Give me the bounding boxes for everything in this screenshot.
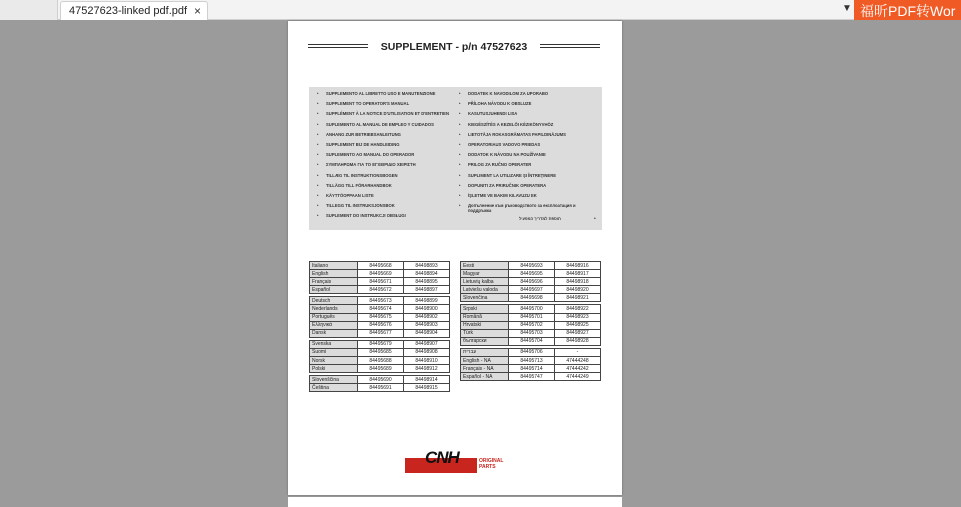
bullet-icon: • [317,141,319,147]
language-cell: Suomi [310,348,358,356]
hebrew-supplement-line: תוספת למדריך המפעיל [519,216,561,221]
supplement-title: SUPPLEMENT TO OPERATOR'S MANUAL [326,101,410,107]
bullet-icon: • [317,182,319,188]
part-number-cell: 84495713 [509,357,555,365]
part-number-cell: 84498912 [404,365,450,373]
supplement-list-item [459,102,599,107]
part-number-cell: 84495703 [509,329,555,337]
supplement-title: KIEGÉSZÍTÉS A KEZELŐI KÉZIKÖNYVHÖZ [468,121,554,127]
language-cell: Ελληνικά [310,321,358,329]
close-icon[interactable]: × [193,4,201,18]
table-row [310,262,450,270]
title-rule-right [540,44,600,48]
page-title: SUPPLEMENT - p/n 47527623 [380,41,528,53]
supplement-list-item [459,92,599,97]
bullet-icon: • [317,131,319,137]
supplement-list-item [317,92,457,97]
language-cell: Čeština [310,384,358,392]
supplement-title: DOPUNITI ZA PRIRUČNIK OPERATERA [468,182,547,188]
supplement-list-item [317,204,457,209]
pdf-page-next [288,497,622,507]
part-number-cell: 84498897 [404,286,450,294]
table-row [310,321,450,329]
language-cell: Français - NA [461,365,509,373]
bullet-icon: • [459,101,461,107]
part-number-cell: 47444242 [555,365,601,373]
supplement-list-item [459,143,599,148]
tab-label: 47527623-linked pdf.pdf [69,5,188,17]
part-number-cell: 84495690 [358,376,404,384]
language-cell: Norsk [310,357,358,365]
part-number-cell: 84498910 [404,357,450,365]
table-row [310,278,450,286]
bullet-icon: • [594,216,596,222]
table-row [310,365,450,373]
supplement-title: SUPLEMENT DO INSTRUKCJI OBSŁUGI [326,213,406,219]
supplement-title: SUPPLEMENTO AL LIBRETTO USO E MANUTENZIONE [326,91,436,96]
language-cell: Magyar [461,270,509,278]
bullet-icon: • [459,152,461,158]
language-cell: Français [310,278,358,286]
supplement-title: SUPLIMENT LA UTILIZARE ŞI ÎNTREŢINERE [468,172,557,178]
table-row [461,329,601,337]
part-number-cell: 84495672 [358,286,404,294]
table-row [310,270,450,278]
table-row [310,376,450,384]
table-row [461,313,601,321]
bullet-icon: • [459,91,461,96]
part-number-cell: 84495698 [509,294,555,302]
part-number-cell: 84495689 [358,365,404,373]
bullet-icon: • [317,101,319,107]
table-row [310,297,450,305]
bullet-icon: • [459,111,461,117]
supplement-list-item [459,184,599,189]
table-row [310,305,450,313]
table-row [310,286,450,294]
supplement-title: TILLÄGG TILL FÖRARHANDBOK [326,182,392,188]
supplement-title: İŞLETME VE BAKIM KILAVUZU EK [468,192,537,198]
part-number-cell: 84498915 [404,384,450,392]
part-number-cell: 84498894 [404,270,450,278]
part-number-cell: 47444248 [555,357,601,365]
cnh-original-parts-logo [405,448,505,474]
bullet-icon: • [459,141,461,147]
bullet-icon: • [459,162,461,168]
part-number-cell: 84495696 [509,278,555,286]
supplement-list-item [459,194,599,199]
supplement-title: LIETOTĀJA ROKASGRĀMATAS PAPILDINĀJUMS [468,131,566,137]
supplement-title: TILLEGG TIL INSTRUKSJONSBOK [326,203,395,209]
table-row [310,357,450,365]
part-number-cell: 84495702 [509,321,555,329]
tab-document[interactable] [60,1,208,20]
part-number-cell: 84495701 [509,313,555,321]
supplement-title: KÄYTTÖOPPAAN LISTE [326,192,374,198]
bullet-icon: • [459,182,461,188]
language-cell: Italiano [310,262,358,270]
table-row [310,384,450,392]
supplement-language-list [309,87,602,230]
part-number-cell: 84495669 [358,270,404,278]
supplement-title: ANHANG ZUR BETRIEBSANLEITUNG [326,131,401,137]
table-row [461,286,601,294]
part-number-cell: 84498923 [555,313,601,321]
part-number-cell: 84495673 [358,297,404,305]
pdf-page [288,21,622,495]
supplement-list-item [317,123,457,128]
bullet-icon: • [459,121,461,127]
part-number-cell: 84498893 [404,262,450,270]
language-cell: Srpski [461,305,509,313]
language-cell: English [310,270,358,278]
part-number-cell: 84495700 [509,305,555,313]
supplement-title: Допълнение към ръководството за експлоатация и поддръжка [468,203,576,213]
part-number-cell: 84495676 [358,321,404,329]
supplement-title: SUPPLÉMENT À LA NOTICE D'UTILISATION ET D'ENTRETIEN [326,111,449,117]
part-number-cell: 84495677 [358,329,404,337]
part-number-cell: 84498914 [404,376,450,384]
language-cell: Lietuvių kalba [461,278,509,286]
part-number-cell: 84495675 [358,313,404,321]
supplement-list-item [317,102,457,107]
converter-brand-button[interactable]: 福昕PDF转Wor [854,0,961,20]
language-cell: Slovenčina [461,294,509,302]
language-cell: Latviešu valoda [461,286,509,294]
language-cell: Română [461,313,509,321]
bullet-icon: • [317,91,319,96]
table-row [310,313,450,321]
bullet-icon: • [459,203,461,209]
supplement-list-item [317,214,457,219]
table-row [310,329,450,337]
supplement-list-item [317,184,457,189]
part-number-table-left [309,261,450,392]
part-number-cell: 84495714 [509,365,555,373]
bullet-icon: • [317,172,319,178]
part-number-cell: 84495685 [358,348,404,356]
supplement-title: TILLÆG TIL INSTRUKTIONSBOGEN [326,172,398,178]
part-number-cell: 84498907 [404,340,450,348]
table-row [461,305,601,313]
part-number-cell: 84498918 [555,278,601,286]
language-cell: Türk [461,329,509,337]
supplement-list-item [459,174,599,179]
supplement-list-left [317,92,457,224]
part-number-cell: 47444249 [555,373,601,381]
part-number-cell: 84495693 [509,262,555,270]
tab-blank[interactable] [0,0,58,20]
title-block [306,39,602,59]
part-number-cell: 84495671 [358,278,404,286]
supplement-list-item [317,174,457,179]
part-number-cell: 84498902 [404,313,450,321]
supplement-list-item [317,133,457,138]
table-row [461,357,601,365]
supplement-list-item [317,163,457,168]
part-number-cell: 84498922 [555,305,601,313]
tab-list-dropdown-icon[interactable]: ▼ [842,3,852,14]
supplement-list-item [459,123,599,128]
table-row [461,321,601,329]
part-number-cell: 84498900 [404,305,450,313]
part-number-cell: 84495688 [358,357,404,365]
language-cell: Deutsch [310,297,358,305]
bullet-icon: • [459,172,461,178]
bullet-icon: • [317,162,319,168]
supplement-list-item [459,204,599,213]
language-cell: Español - NA [461,373,509,381]
bullet-icon: • [459,131,461,137]
part-number-cell: 84498920 [555,286,601,294]
part-number-cell: 84498899 [404,297,450,305]
supplement-title: DODATOK K NÁVODU NA POUŽÍVANIE [468,152,546,158]
part-number-cell: 84498921 [555,294,601,302]
part-number-cell: 84495747 [509,373,555,381]
logo-cnh-text: CNH [425,448,459,467]
supplement-title: PŘÍLOHA NÁVODU K OBSLUZE [468,101,532,107]
supplement-list-item [317,143,457,148]
bullet-icon: • [317,121,319,127]
table-row [461,270,601,278]
part-number-cell: 84498925 [555,321,601,329]
bullet-icon: • [317,213,319,219]
part-number-cell: 84495706 [509,348,555,356]
language-cell: English - NA [461,357,509,365]
table-row [461,337,601,345]
part-number-cell: 84498928 [555,337,601,345]
part-number-cell: 84495674 [358,305,404,313]
table-row [310,340,450,348]
part-number-cell: 84498903 [404,321,450,329]
title-rule-left [308,44,368,48]
supplement-list-item [459,112,599,117]
supplement-title: KASUTUSJUHENDI LISA [468,111,518,117]
language-cell: Português [310,313,358,321]
supplement-title: SUPLEMENTO AL MANUAL DE EMPLEO Y CUIDADOS [326,121,434,127]
table-row [310,348,450,356]
document-viewer[interactable] [0,21,961,500]
table-row [461,262,601,270]
supplement-list-item [317,194,457,199]
part-number-cell: 84498927 [555,329,601,337]
supplement-list-item [459,153,599,158]
supplement-title: SUPPLEMENT BIJ DE HANDLEIDING [326,141,400,147]
language-cell: Svenska [310,340,358,348]
part-number-cell: 84495668 [358,262,404,270]
language-cell: Nederlands [310,305,358,313]
supplement-list-item [459,133,599,138]
language-cell: Español [310,286,358,294]
table-row [461,365,601,373]
language-cell: Polski [310,365,358,373]
bullet-icon: • [317,203,319,209]
supplement-title: OPERATORIAUS VADOVO PRIEDAS [468,141,541,147]
part-number-cell: 84498908 [404,348,450,356]
supplement-title: SUPLEMENTO AO MANUAL DO OPERADOR [326,152,415,158]
bullet-icon: • [459,192,461,198]
table-row [461,348,601,356]
part-number-cell: 84495695 [509,270,555,278]
bullet-icon: • [317,111,319,117]
supplement-title: PRILOG ZA RUČNO OPERATER [468,162,532,168]
language-cell: עברית [461,348,509,356]
language-cell: Hrvatski [461,321,509,329]
part-number-cell: 84495697 [509,286,555,294]
part-number-cell: - [555,348,601,356]
supplement-list-item [459,163,599,168]
supplement-title: ΣΥΜΠΛΗΡΩΜΑ ΓΙΑ ΤΟ ΕΓΧΕΙΡΙΔΙΟ ΧΕΙΡΙΣΤΗ [326,162,416,168]
supplement-title: DODATEK K NAVODILOM ZA UPORABO [468,91,549,96]
part-number-cell: 84495679 [358,340,404,348]
part-number-cell: 84495691 [358,384,404,392]
part-number-cell: 84498917 [555,270,601,278]
language-cell: Dansk [310,329,358,337]
language-cell: Slovenščina [310,376,358,384]
supplement-list-item [317,112,457,117]
supplement-list-item [317,153,457,158]
bullet-icon: • [317,152,319,158]
part-number-table-right [460,261,601,381]
bullet-icon: • [317,192,319,198]
language-cell: български [461,337,509,345]
supplement-list-right [459,92,599,219]
part-number-cell: 84498895 [404,278,450,286]
part-number-cell: 84498916 [555,262,601,270]
table-row [461,294,601,302]
logo-parts-text: PARTS [479,464,496,470]
part-number-cell: 84495704 [509,337,555,345]
part-number-cell: 84498904 [404,329,450,337]
language-cell: Eesti [461,262,509,270]
table-row [461,373,601,381]
table-row [461,278,601,286]
logo-original-text: ORIGINAL [479,458,504,464]
tab-bar [0,0,961,20]
